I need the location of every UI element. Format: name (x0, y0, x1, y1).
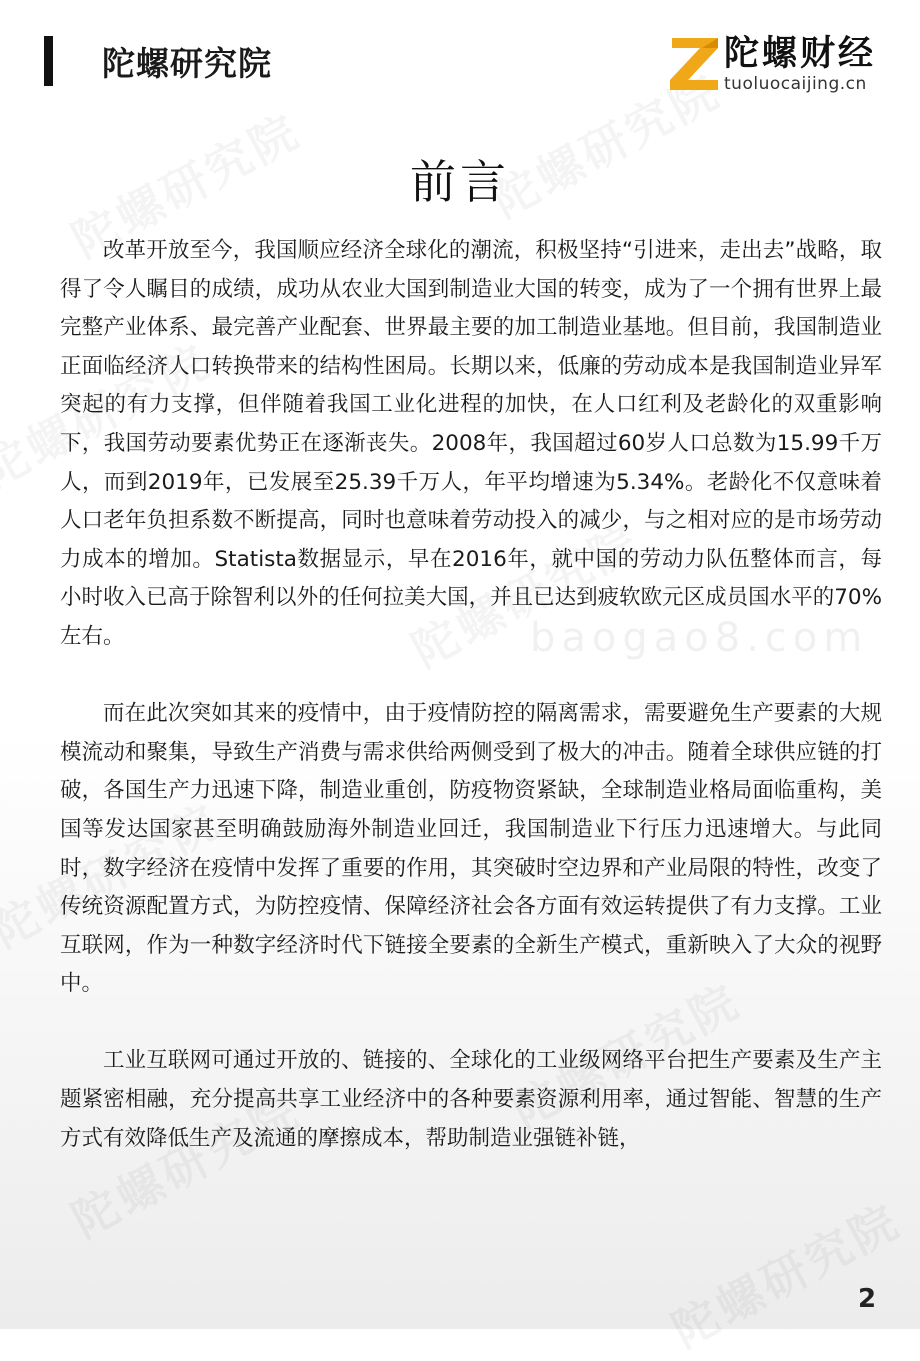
paragraph: 工业互联网可通过开放的、链接的、全球化的工业级网络平台把生产要素及生产主题紧密相融，充分提高共享工业经济中的各种要素资源利用率，通过智能、智慧的生产方式有效降低生产及流通的摩擦成本，帮助制造业强链补链， (60, 1048, 882, 1151)
body-content (60, 232, 882, 1158)
header-title: 陀螺研究院 (102, 44, 272, 83)
site-watermark: baogao8.com (530, 615, 869, 661)
brand-url: tuoluocaijing.cn (724, 74, 867, 94)
watermark (659, 1185, 911, 1361)
z-logo-icon (668, 34, 720, 92)
page-number: 2 (858, 1284, 877, 1314)
paragraph: 而在此次突如其来的疫情中，由于疫情防控的隔离需求，需要避免生产要素的大规模流动和聚集，导致生产消费与需求供给两侧受到了极大的冲击。随着全球供应链的打破，各国生产力迅速下降，制造业重创，防疫物资紧缺，全球制造业格局面临重构，美国等发达国家甚至明确鼓励海外制造业回迁，我国制造业下行压力迅速增大。与此同时，数字经济在疫情中发挥了重要的作用，其突破时空边界和产业局限的特性，改变了传统资源配置方式，为防控疫情、保障经济社会各方面有效运转提供了有力支撑。工业互联网，作为一种数字经济时代下链接全要素的全新生产模式，重新映入了大众的视野中。 (60, 701, 882, 997)
header-accent-bar (44, 36, 53, 86)
page-title: 前言 (410, 155, 510, 209)
brand-logo (668, 34, 878, 94)
brand-name: 陀螺财经 (724, 34, 877, 74)
paragraph: 改革开放至今，我国顺应经济全球化的潮流，积极坚持“引进来，走出去”战略，取得了令人瞩目的成绩，成功从农业大国到制造业大国的转变，成为了一个拥有世界上最完整产业体系、最完善产业配套、世界最主要的加工制造业基地。但目前，我国制造业正面临经济人口转换带来的结构性困局。长期以来，低廉的劳动成本是我国制造业异军突起的有力支撑，但伴随着我国工业化进程的加快，在人口红利及老龄化的双重影响下，我国劳动要素优势正在逐渐丧失。2008年，我国超过60岁人口总数为15.99千万人，而到2019年，已发展至25.39千万人，年平均增速为5.34%。老龄化不仅意味着人口老年负担系数不断提高，同时也意味着劳动投入的减少，与之相对应的是市场劳动力成本的增加。Statista数据显示，早在2016年，就中国的劳动力队伍整体而言，每小时收入已高于除智利以外的任何拉美大国，并且已达到疲软欧元区成员国水平的70%左右。 (60, 238, 882, 649)
